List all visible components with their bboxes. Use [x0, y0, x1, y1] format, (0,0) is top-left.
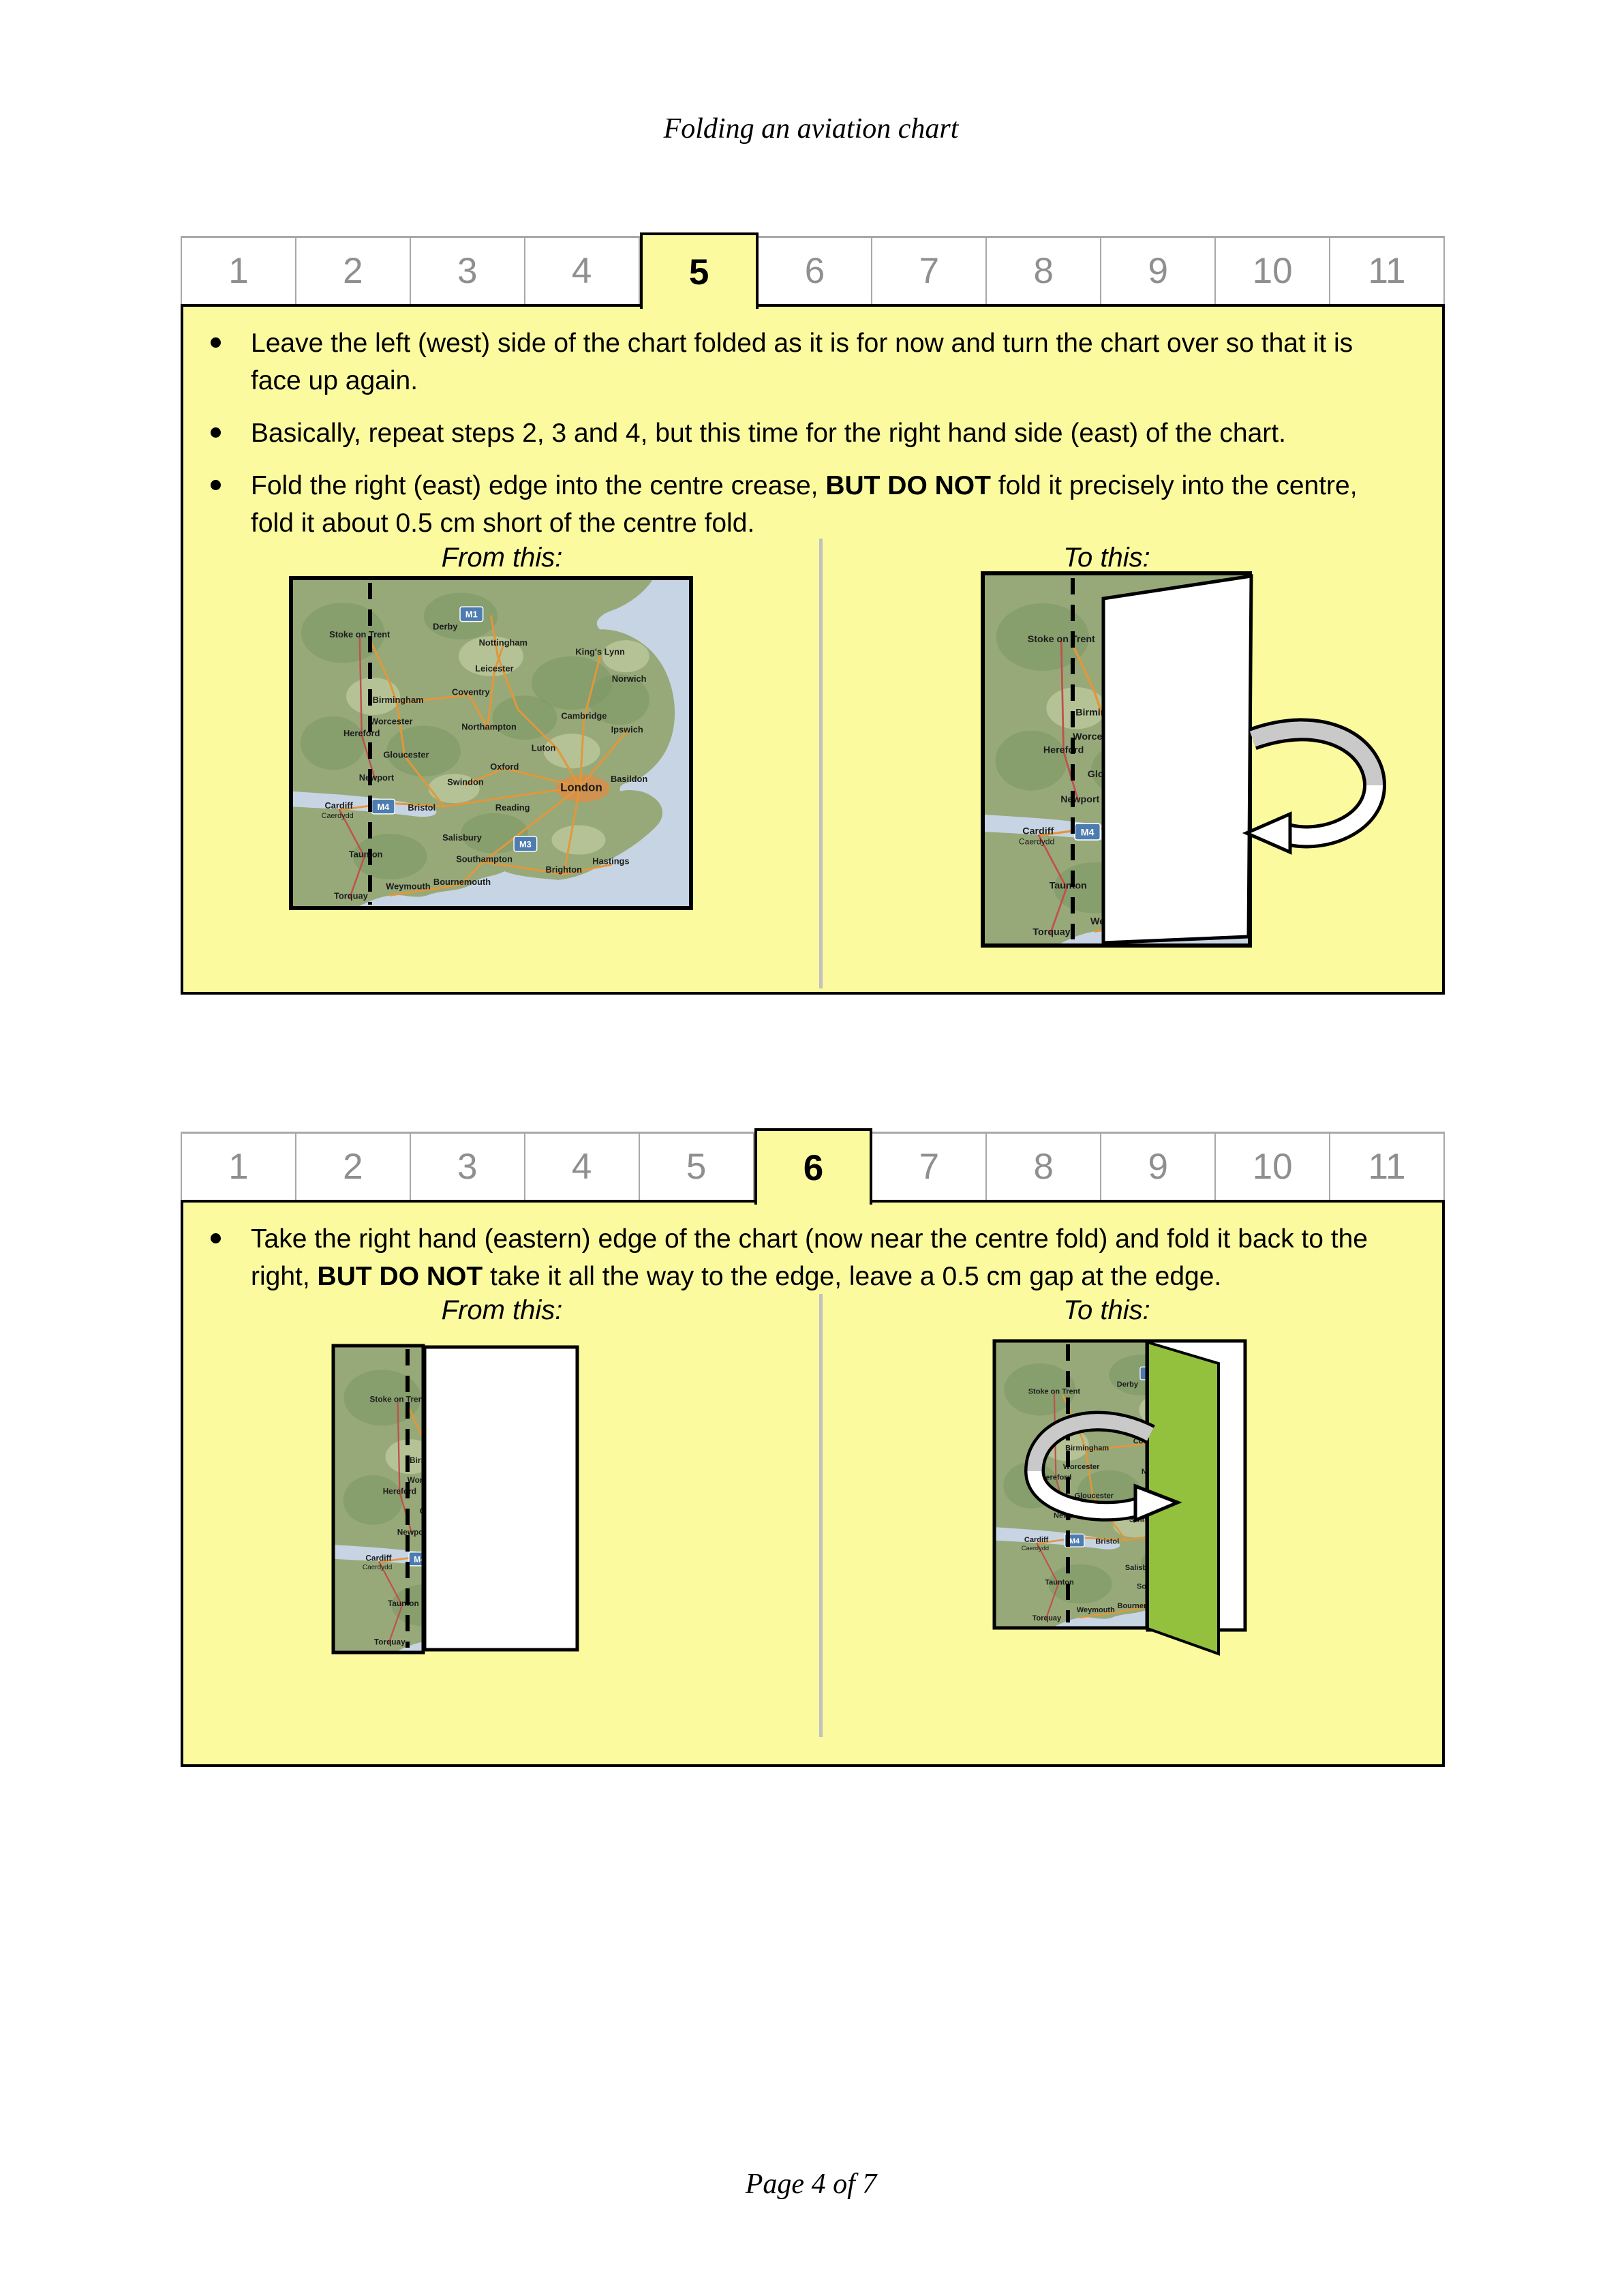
- step-tab-7: 7: [872, 236, 987, 304]
- step-tab-10: 10: [1216, 1132, 1330, 1200]
- turn-over-arrow-icon: [1246, 729, 1375, 852]
- step6-instruction-box: [181, 1200, 1445, 1767]
- step-tab-10: 10: [1216, 236, 1330, 304]
- figure-step5-to-chart: [981, 571, 1403, 953]
- step-tab-8: 8: [987, 236, 1101, 304]
- step-tab-9: 9: [1101, 236, 1216, 304]
- figure-column-divider: [819, 539, 823, 988]
- bullet-item: Basically, repeat steps 2, 3 and 4, but this time for the right hand side (east) of the chart.: [183, 414, 1401, 452]
- step5-instruction-box: [181, 304, 1445, 995]
- bullet-item: Take the right hand (eastern) edge of the chart (now near the centre fold) and fold it back to the right, BUT DO NOT take it all the way to the edge, leave a 0.5 cm gap at the edge.: [183, 1220, 1401, 1295]
- figure-step5-from-chart: [289, 576, 693, 910]
- step-tab-4: 4: [525, 1132, 640, 1200]
- step-tab-9: 9: [1101, 1132, 1216, 1200]
- from-this-label: From this:: [441, 543, 563, 573]
- page-title: Folding an aviation chart: [663, 113, 959, 145]
- step6-section: [181, 1132, 1445, 1767]
- step-tab-2: 2: [296, 236, 411, 304]
- figure-column-divider: [819, 1294, 823, 1737]
- step-tab-5-active: 5: [640, 232, 759, 309]
- bullet-item: Fold the right (east) edge into the centre crease, BUT DO NOT fold it precisely into the centre, fold it about 0.5 cm short of the centre fold.: [183, 467, 1401, 542]
- step-tab-8: 8: [987, 1132, 1101, 1200]
- to-this-label: To this:: [1063, 1295, 1150, 1325]
- step6-progress-tabs: [181, 1132, 1445, 1200]
- step-tab-2: 2: [296, 1132, 411, 1200]
- step-tab-3: 3: [411, 236, 525, 304]
- step-tab-5: 5: [640, 1132, 754, 1200]
- step-tab-6: 6: [759, 236, 873, 304]
- step-tab-11: 11: [1330, 1132, 1445, 1200]
- figure-step6-to-chart: [992, 1339, 1251, 1659]
- step-tab-3: 3: [411, 1132, 525, 1200]
- white-fold-panel: [425, 1347, 577, 1650]
- step-tab-1: 1: [181, 1132, 296, 1200]
- step5-bullet-list: [183, 307, 1442, 542]
- step6-bullet-list: [183, 1203, 1442, 1295]
- white-fold-panel: [1103, 576, 1251, 943]
- step-tab-11: 11: [1330, 236, 1445, 304]
- to-this-label: To this:: [1063, 543, 1150, 573]
- step-tab-7: 7: [872, 1132, 987, 1200]
- from-this-label: From this:: [441, 1295, 563, 1325]
- bullet-item: Leave the left (west) side of the chart folded as it is for now and turn the chart over so that it is face up again.: [183, 324, 1401, 399]
- page-number-footer: Page 4 of 7: [745, 2169, 877, 2200]
- step5-progress-tabs: [181, 236, 1445, 304]
- step-tab-6-active: 6: [754, 1128, 873, 1205]
- step-tab-1: 1: [181, 236, 296, 304]
- step5-section: [181, 236, 1445, 995]
- step-tab-4: 4: [525, 236, 640, 304]
- figure-step6-from-chart: [331, 1344, 580, 1655]
